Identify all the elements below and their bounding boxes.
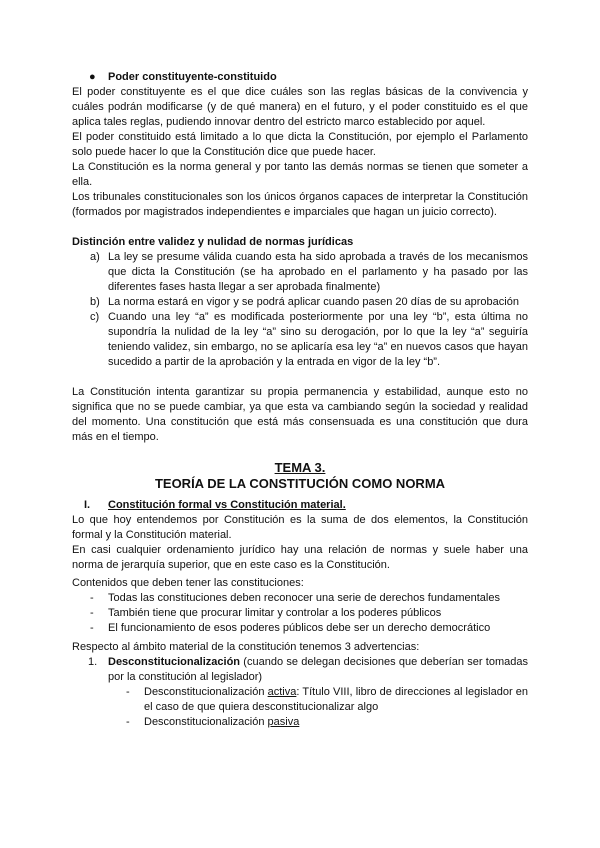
list-item bbox=[72, 655, 528, 685]
section-heading-formal bbox=[72, 498, 528, 513]
list-item-text: El funcionamiento de esos poderes públicos debe ser un derecho democrático bbox=[108, 622, 491, 634]
section-heading-validez: Distinción entre validez y nulidad de normas jurídicas bbox=[72, 236, 354, 248]
list-marker: b) bbox=[90, 296, 100, 308]
underlined-term: activa bbox=[267, 686, 297, 698]
paragraph: El poder constituyente es el que dice cuáles son las reglas básicas de la convivencia y cuáles podrán modificarse (y de qué manera) en el futuro, y el poder constituido es el que aplica tales reglas, pudiendo innovar dentro del estricto marco establecido por aquel. bbox=[72, 86, 528, 128]
document-page bbox=[72, 70, 528, 730]
list-item bbox=[72, 250, 528, 295]
list-item bbox=[72, 591, 528, 606]
heading-text: Poder constituyente-constituido bbox=[108, 71, 277, 83]
dash-marker: - bbox=[90, 607, 94, 619]
sub-text: : Título VIII, libro de direcciones al legislador en el caso de que quiera desconstitucionalizar algo bbox=[144, 686, 529, 713]
heading-text: Constitución formal vs Constitución material. bbox=[108, 499, 346, 511]
tema-number: TEMA 3. bbox=[274, 460, 326, 475]
list-item-text: La ley se presume válida cuando esta ha sido aprobada a través de los mecanismos que dicta la Constitución (se ha aprobado en el parlamento y ha pasado por las diferentes fases hasta llegar a ser aprobada finalmente) bbox=[108, 251, 528, 293]
section-heading-poder bbox=[72, 70, 528, 85]
dash-marker: - bbox=[90, 622, 94, 634]
sub-text: Desconstitucionalización bbox=[144, 686, 268, 698]
underlined-term: pasiva bbox=[267, 716, 300, 728]
list-item-text: Todas las constituciones deben reconocer una serie de derechos fundamentales bbox=[108, 592, 500, 604]
list-marker: 1. bbox=[88, 656, 98, 668]
list-item-text: La norma estará en vigor y se podrá aplicar cuando pasen 20 días de su aprobación bbox=[108, 296, 519, 308]
paragraph: La Constitución es la norma general y por tanto las demás normas se tienen que someter a ella. bbox=[72, 161, 528, 188]
dash-marker: - bbox=[90, 592, 94, 604]
sub-list-item bbox=[72, 685, 528, 715]
paragraph: La Constitución intenta garantizar su propia permanencia y estabilidad, aunque esto no significa que no se puede cambiar, ya que esta va cambiando según la sociedad y realidad del momento. Una constitución que está más consensuada es una constitución que dura más en el tiempo. bbox=[72, 386, 528, 443]
paragraph: Lo que hoy entendemos por Constitución es la suma de dos elementos, la Constitución formal y la Constitución material. bbox=[72, 514, 528, 541]
list-item-text: (cuando se delegan decisiones que deberían ser tomadas por la constitución al legislador) bbox=[108, 656, 528, 683]
list-item bbox=[72, 621, 528, 636]
list-item-text: También tiene que procurar limitar y controlar a los poderes públicos bbox=[108, 607, 442, 619]
roman-marker: I. bbox=[84, 499, 91, 511]
sub-list-item bbox=[72, 715, 528, 730]
bold-term: Desconstitucionalización bbox=[108, 656, 241, 668]
tema-title: TEORÍA DE LA CONSTITUCIÓN COMO NORMA bbox=[154, 476, 446, 491]
paragraph: Los tribunales constitucionales son los únicos órganos capaces de interpretar la Constitución (formados por magistrados independientes e imparciales que hagan un juicio correcto). bbox=[72, 191, 528, 218]
list-item-text: Cuando una ley “a” es modificada posteriormente por una ley “b”, esta última no supondría la nulidad de la ley “a” sino su derogación, por lo que la ley “a” seguiría teniendo validez, sin embargo, no se aplicaría esa ley “a” en nuevos casos que hayan sucedido a partir de la aprobación y la entrada en vigor de la ley “b”. bbox=[108, 311, 528, 368]
paragraph: Contenidos que deben tener las constituciones: bbox=[72, 577, 304, 589]
dash-marker: - bbox=[126, 686, 130, 698]
list-item bbox=[72, 606, 528, 621]
list-item bbox=[72, 310, 528, 370]
paragraph: El poder constituido está limitado a lo que dicta la Constitución, por ejemplo el Parlamento solo puede hacer lo que la Constitución dice que puede hacer. bbox=[72, 131, 528, 158]
paragraph: Respecto al ámbito material de la constitución tenemos 3 advertencias: bbox=[72, 641, 420, 653]
sub-text: Desconstitucionalización bbox=[144, 716, 268, 728]
list-item bbox=[72, 295, 528, 310]
list-marker: c) bbox=[90, 311, 100, 323]
dash-marker: - bbox=[126, 716, 130, 728]
list-marker: a) bbox=[90, 251, 100, 263]
bullet-icon: ● bbox=[89, 71, 96, 83]
paragraph: En casi cualquier ordenamiento jurídico hay una relación de normas y suele haber una norma de jerarquía superior, que en este caso es la Constitución. bbox=[72, 544, 528, 571]
